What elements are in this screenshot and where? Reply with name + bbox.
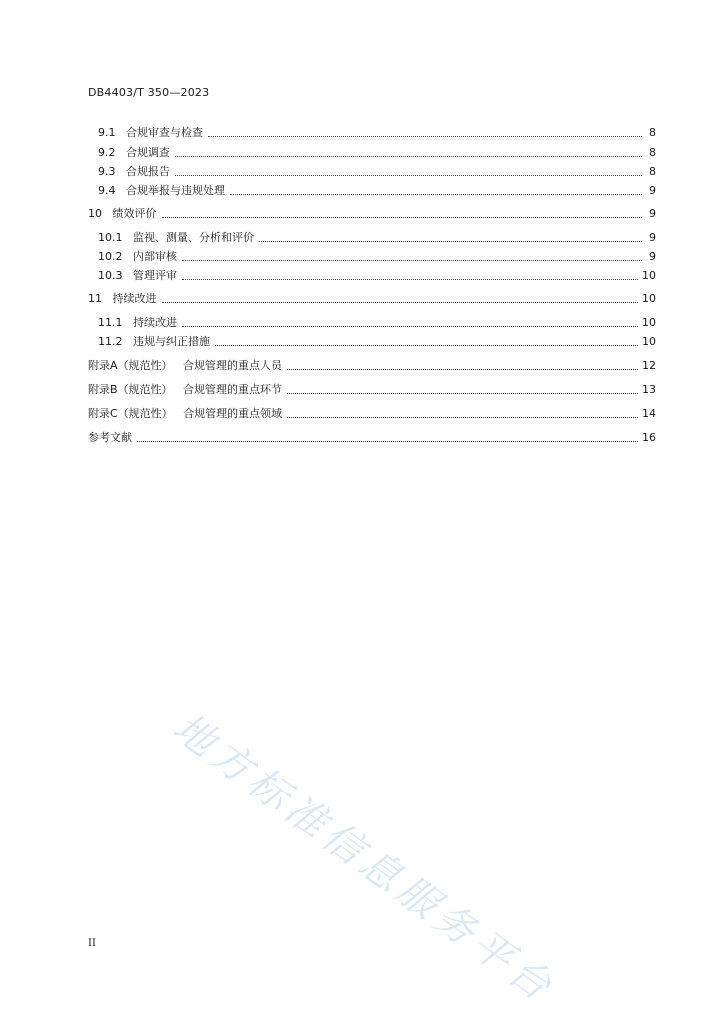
toc-entry[interactable] [88, 205, 656, 221]
toc-entry[interactable] [98, 182, 656, 198]
toc-entry[interactable] [98, 333, 656, 349]
toc-entry-page: 9 [649, 249, 656, 263]
toc-entry-number: 9.4 [98, 184, 116, 197]
toc-entry-page: 8 [649, 164, 656, 178]
toc-entry-page: 13 [642, 382, 656, 396]
toc-entry-title: 合规审查与检查 [126, 126, 203, 139]
toc-entry-title: 合规管理的重点环节 [183, 383, 283, 396]
toc-entry[interactable] [98, 124, 656, 140]
dot-leader [182, 279, 638, 280]
document-code: DB4403/T 350—2023 [88, 86, 210, 99]
toc-entry[interactable] [88, 290, 656, 306]
dot-leader [230, 194, 642, 195]
toc-entry-title: 内部审核 [133, 250, 177, 263]
dot-leader [162, 217, 643, 218]
toc-entry-title: 持续改进 [133, 316, 177, 329]
toc-entry-page: 12 [642, 358, 656, 372]
toc-entry-title: 管理评审 [133, 269, 177, 282]
toc-entry-page: 10 [642, 334, 656, 348]
toc-entry-page: 10 [642, 268, 656, 282]
toc-entry-title: 持续改进 [112, 292, 157, 305]
dot-leader [287, 393, 638, 394]
toc-entry-number: 附录A（规范性） [88, 359, 173, 372]
toc-entry-annex-a[interactable] [88, 357, 656, 373]
toc-entry-number: 10 [88, 207, 102, 220]
toc-entry-number: 10.3 [98, 269, 123, 282]
toc-entry-page: 14 [642, 406, 656, 420]
dot-leader [182, 326, 638, 327]
toc-entry-title: 监视、测量、分析和评价 [133, 231, 254, 244]
toc-entry-page: 9 [649, 183, 656, 197]
toc-entry-title: 合规报告 [126, 165, 170, 178]
toc-entry-title: 合规管理的重点领域 [183, 407, 283, 420]
toc-entry-number: 10.2 [98, 250, 123, 263]
table-of-contents [0, 0, 724, 460]
dot-leader [287, 417, 638, 418]
dot-leader [137, 441, 638, 442]
toc-entry-number: 附录B（规范性） [88, 383, 173, 396]
toc-entry[interactable] [98, 144, 656, 160]
toc-entry-page: 9 [649, 206, 656, 220]
toc-entry-page: 9 [649, 230, 656, 244]
dot-leader [208, 136, 642, 137]
page-number: II [88, 938, 96, 949]
dot-leader [215, 345, 638, 346]
toc-entry[interactable] [98, 314, 656, 330]
toc-entry-number: 附录C（规范性） [88, 407, 173, 420]
toc-entry-title: 合规调查 [126, 146, 170, 159]
toc-entry[interactable] [98, 163, 656, 179]
toc-entry-number: 10.1 [98, 231, 123, 244]
toc-entry-number: 9.3 [98, 165, 116, 178]
toc-entry-bibliography[interactable] [88, 429, 656, 445]
toc-entry-annex-c[interactable] [88, 405, 656, 421]
toc-entry-page: 10 [642, 315, 656, 329]
toc-entry-page: 10 [642, 291, 656, 305]
toc-entry[interactable] [98, 267, 656, 283]
dot-leader [182, 260, 642, 261]
toc-entry-title: 参考文献 [88, 431, 132, 444]
toc-entry-annex-b[interactable] [88, 381, 656, 397]
toc-entry-number: 11 [88, 292, 102, 305]
dot-leader [259, 241, 642, 242]
toc-entry-number: 9.2 [98, 146, 116, 159]
toc-entry-number: 11.1 [98, 316, 123, 329]
toc-entry-title: 合规举报与违规处理 [126, 184, 225, 197]
toc-entry-number: 9.1 [98, 126, 116, 139]
toc-entry-page: 8 [649, 125, 656, 139]
toc-entry-page: 8 [649, 145, 656, 159]
toc-entry-title: 绩效评价 [112, 207, 157, 220]
dot-leader [175, 175, 642, 176]
toc-entry-number: 11.2 [98, 335, 123, 348]
watermark-text: 地方标准信息服务平台 [164, 704, 564, 1013]
toc-entry[interactable] [98, 229, 656, 245]
toc-entry-title: 违规与纠正措施 [133, 335, 210, 348]
dot-leader [162, 302, 639, 303]
dot-leader [287, 369, 638, 370]
toc-entry-page: 16 [642, 430, 656, 444]
dot-leader [175, 156, 642, 157]
toc-entry[interactable] [98, 248, 656, 264]
toc-entry-title: 合规管理的重点人员 [183, 359, 283, 372]
